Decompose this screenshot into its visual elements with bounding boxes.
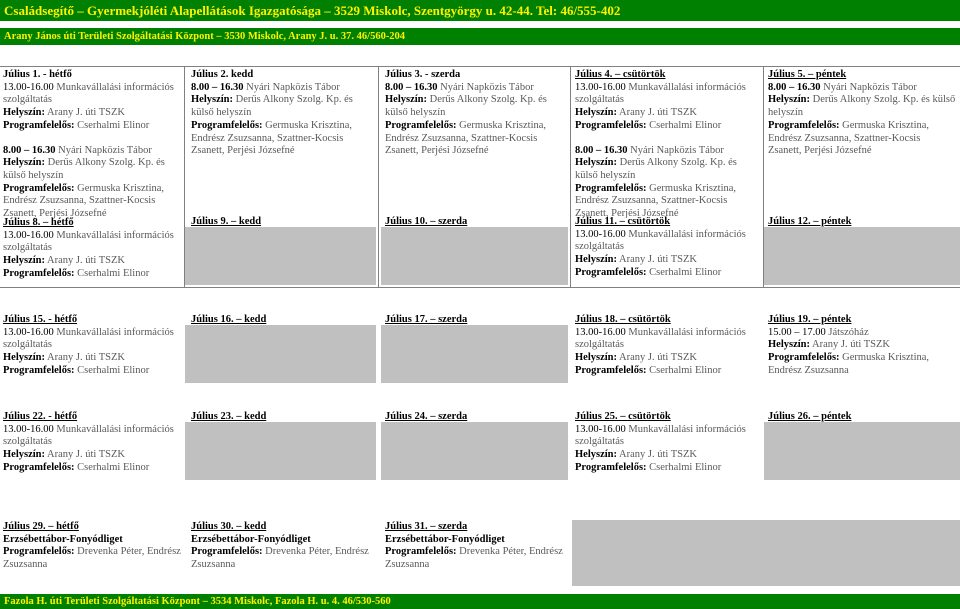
- responsible: Germuska Krisztina, Endrész Zsuzsanna, Szattner-Kocsis Zsanett, Perjési Józsefné: [3, 182, 165, 220]
- day-title: Július 18. – csütörtök: [575, 314, 671, 325]
- responsible-label: Programfelelős:: [385, 546, 457, 558]
- time: 8.00 – 16.30: [191, 81, 244, 93]
- location: Arany J. úti TSZK: [47, 107, 126, 119]
- day-cell-jul12: [765, 215, 959, 229]
- day-title: Július 3. - szerda: [385, 69, 461, 80]
- empty-cell: [381, 325, 568, 383]
- day-title: Július 29. – hétfő: [3, 521, 79, 532]
- empty-cell: [185, 422, 376, 480]
- time: 8.00 – 16.30: [768, 81, 821, 93]
- subheader-banner: Arany János úti Területi Szolgáltatási Központ – 3530 Miskolc, Arany J. u. 37. 46/560-204: [0, 28, 960, 45]
- location: Derűs Alkony Szolg. Kp. és külső helyszín: [191, 94, 353, 119]
- location-label: Helyszín:: [3, 157, 45, 169]
- program-name: Nyári Napközis Tábor: [246, 81, 340, 93]
- location-label: Helyszín:: [575, 352, 617, 364]
- day-title: Július 19. – péntek: [768, 314, 852, 325]
- day-cell-jul26: [765, 410, 959, 424]
- time: 13.00-16.00: [3, 81, 54, 93]
- empty-cell: [381, 227, 568, 285]
- program-name: Erzsébettábor-Fonyódliget: [3, 533, 123, 545]
- time: 13.00-16.00: [575, 228, 626, 240]
- location-label: Helyszín:: [385, 94, 427, 106]
- day-cell-jul9: [188, 215, 378, 229]
- program-name: Munkavállalási információs szolgáltatás: [575, 423, 746, 448]
- responsible: Germuska Krisztina, Endrész Zsuzsanna, Szattner-Kocsis Zsanett, Perjési Józsefné: [575, 182, 737, 218]
- location: Arany J. úti TSZK: [619, 107, 698, 119]
- responsible: Germuska Krisztina, Endrész Zsuzsanna, Szattner-Kocsis Zsanett, Perjési Józsefné: [768, 119, 930, 157]
- location: Derűs Alkony Szolg. Kp. és külső helyszín: [575, 157, 737, 181]
- responsible-label: Programfelelős:: [3, 267, 75, 279]
- grid-line: [570, 66, 571, 288]
- empty-cell: [185, 325, 376, 383]
- grid-line: [763, 66, 764, 288]
- day-cell-jul4: [572, 68, 762, 218]
- day-title: Július 12. – péntek: [768, 216, 852, 227]
- day-title: Július 9. – kedd: [191, 216, 262, 227]
- time: 15.00 – 17.00: [768, 326, 826, 338]
- grid-line: [184, 66, 185, 288]
- day-title: Július 11. – csütörtök: [575, 216, 671, 227]
- location-label: Helyszín:: [575, 107, 617, 119]
- responsible-label: Programfelelős:: [3, 364, 75, 376]
- day-title: Július 25. – csütörtök: [575, 411, 671, 422]
- empty-cell: [381, 422, 568, 480]
- responsible: Cserhalmi Elinor: [77, 267, 150, 279]
- responsible-label: Programfelelős:: [575, 266, 647, 278]
- time: 8.00 – 16.30: [3, 144, 56, 156]
- time: 8.00 – 16.30: [385, 81, 438, 93]
- day-title: Július 10. – szerda: [385, 216, 468, 227]
- responsible-label: Programfelelős:: [575, 364, 647, 376]
- day-cell-jul8: [0, 216, 184, 282]
- responsible: Cserhalmi Elinor: [77, 364, 150, 376]
- day-title: Július 16. – kedd: [191, 314, 267, 325]
- day-cell-jul18: [572, 313, 762, 379]
- location: Derűs Alkony Szolg. Kp. és külső helyszín: [768, 94, 956, 119]
- location-label: Helyszín:: [768, 94, 810, 106]
- program-name: Nyári Napközis Tábor: [630, 144, 724, 156]
- location: Derűs Alkony Szolg. Kp. és külső helyszín: [3, 157, 165, 181]
- location-label: Helyszín:: [575, 449, 617, 461]
- time: 8.00 – 16.30: [575, 144, 628, 156]
- responsible-label: Programfelelős:: [191, 119, 263, 131]
- responsible: Cserhalmi Elinor: [77, 119, 150, 131]
- responsible: Cserhalmi Elinor: [77, 461, 150, 473]
- day-cell-jul10: [382, 215, 570, 229]
- day-title: Július 15. - hétfő: [3, 314, 78, 325]
- day-title: Július 8. – hétfő: [3, 217, 74, 228]
- time: 13.00-16.00: [3, 229, 54, 241]
- grid-line: [0, 287, 960, 288]
- grid-line: [378, 66, 379, 288]
- location: Arany J. úti TSZK: [619, 352, 698, 364]
- responsible: Drevenka Péter, Endrész Zsuzsanna: [385, 546, 563, 571]
- empty-cell: [185, 227, 376, 285]
- location-label: Helyszín:: [768, 339, 810, 351]
- grid-line: [0, 66, 960, 67]
- location-label: Helyszín:: [3, 352, 45, 364]
- empty-cell: [572, 520, 960, 586]
- day-title: Július 26. – péntek: [768, 411, 852, 422]
- program-name: Munkavállalási információs szolgáltatás: [3, 81, 174, 106]
- responsible-label: Programfelelős:: [3, 461, 75, 473]
- day-cell-jul5: [765, 68, 959, 218]
- location: Arany J. úti TSZK: [812, 339, 891, 351]
- day-cell-jul11: [572, 215, 762, 281]
- responsible-label: Programfelelős:: [768, 352, 840, 364]
- location: Arany J. úti TSZK: [47, 255, 126, 267]
- time: 13.00-16.00: [3, 326, 54, 338]
- day-cell-jul31: [382, 520, 570, 586]
- responsible-label: Programfelelős:: [575, 182, 647, 194]
- program-name: Nyári Napközis Tábor: [58, 144, 152, 156]
- location-label: Helyszín:: [3, 449, 45, 461]
- responsible: Cserhalmi Elinor: [649, 119, 722, 131]
- header-banner: Családsegítő – Gyermekjóléti Alapellátások Igazgatósága – 3529 Miskolc, Szentgyörgy u. 42-44. Tel: 46/555-402: [0, 0, 960, 21]
- location-label: Helyszín:: [3, 255, 45, 267]
- program-name: Erzsébettábor-Fonyódliget: [191, 533, 311, 545]
- time: 13.00-16.00: [575, 326, 626, 338]
- responsible-label: Programfelelős:: [768, 119, 840, 131]
- day-title: Július 24. – szerda: [385, 411, 468, 422]
- responsible: Germuska Krisztina, Endrész Zsuzsanna, Szattner-Kocsis Zsanett, Perjési Józsefné: [191, 119, 353, 157]
- program-name: Nyári Napközis Tábor: [440, 81, 534, 93]
- location: Arany J. úti TSZK: [47, 449, 126, 461]
- location-label: Helyszín:: [575, 254, 617, 266]
- location-label: Helyszín:: [3, 107, 45, 119]
- day-title: Július 17. – szerda: [385, 314, 468, 325]
- day-cell-jul29: [0, 520, 184, 586]
- time: 13.00-16.00: [575, 423, 626, 435]
- responsible: Germuska Krisztina, Endrész Zsuzsanna: [768, 352, 930, 376]
- program-name: Nyári Napközis Tábor: [823, 81, 917, 93]
- program-name: Munkavállalási információs szolgáltatás: [3, 229, 174, 254]
- time: 13.00-16.00: [575, 81, 626, 93]
- day-title: Július 31. – szerda: [385, 521, 468, 532]
- responsible-label: Programfelelős:: [385, 119, 457, 131]
- day-cell-jul3: [382, 68, 570, 218]
- program-name: Munkavállalási információs szolgáltatás: [575, 326, 746, 351]
- day-cell-jul25: [572, 410, 762, 476]
- day-title: Július 5. – péntek: [768, 69, 847, 80]
- day-cell-jul22: [0, 410, 184, 476]
- responsible-label: Programfelelős:: [575, 461, 647, 473]
- program-name: Munkavállalási információs szolgáltatás: [575, 81, 746, 106]
- empty-cell: [764, 227, 960, 285]
- day-cell-jul2: [188, 68, 378, 218]
- day-cell-jul24: [382, 410, 570, 424]
- responsible: Cserhalmi Elinor: [649, 364, 722, 376]
- location-label: Helyszín:: [575, 157, 617, 169]
- program-name: Munkavállalási információs szolgáltatás: [3, 326, 174, 351]
- responsible: Germuska Krisztina, Endrész Zsuzsanna, Szattner-Kocsis Zsanett, Perjési Józsefné: [385, 119, 547, 157]
- program-name: Játszóház: [828, 326, 869, 338]
- day-title: Július 22. - hétfő: [3, 411, 78, 422]
- footer-banner: Fazola H. úti Területi Szolgáltatási Központ – 3534 Miskolc, Fazola H. u. 4. 46/530-560: [0, 594, 960, 609]
- location: Derűs Alkony Szolg. Kp. és külső helyszín: [385, 94, 547, 119]
- day-cell-jul17: [382, 313, 570, 327]
- responsible-label: Programfelelős:: [3, 546, 75, 558]
- program-name: Munkavállalási információs szolgáltatás: [3, 423, 174, 448]
- responsible: Drevenka Péter, Endrész Zsuzsanna: [191, 546, 369, 571]
- location: Arany J. úti TSZK: [47, 352, 126, 364]
- day-title: Július 1. - hétfő: [3, 69, 72, 80]
- day-cell-jul19: [765, 313, 959, 379]
- day-title: Július 4. – csütörtök: [575, 69, 666, 80]
- responsible-label: Programfelelős:: [191, 546, 263, 558]
- program-name: Erzsébettábor-Fonyódliget: [385, 533, 505, 545]
- responsible-label: Programfelelős:: [3, 119, 75, 131]
- responsible: Cserhalmi Elinor: [649, 461, 722, 473]
- day-title: Július 2. kedd: [191, 69, 254, 80]
- empty-cell: [764, 422, 960, 480]
- day-title: Július 30. – kedd: [191, 521, 267, 532]
- day-cell-jul15: [0, 313, 184, 379]
- location: Arany J. úti TSZK: [619, 254, 698, 266]
- location: Arany J. úti TSZK: [619, 449, 698, 461]
- responsible: Drevenka Péter, Endrész Zsuzsanna: [3, 546, 181, 571]
- responsible: Cserhalmi Elinor: [649, 266, 722, 278]
- time: 13.00-16.00: [3, 423, 54, 435]
- responsible-label: Programfelelős:: [3, 182, 75, 194]
- program-name: Munkavállalási információs szolgáltatás: [575, 228, 746, 253]
- day-title: Július 23. – kedd: [191, 411, 267, 422]
- day-cell-jul30: [188, 520, 378, 586]
- day-cell-jul23: [188, 410, 378, 424]
- location-label: Helyszín:: [191, 94, 233, 106]
- day-cell-jul16: [188, 313, 378, 327]
- responsible-label: Programfelelős:: [575, 119, 647, 131]
